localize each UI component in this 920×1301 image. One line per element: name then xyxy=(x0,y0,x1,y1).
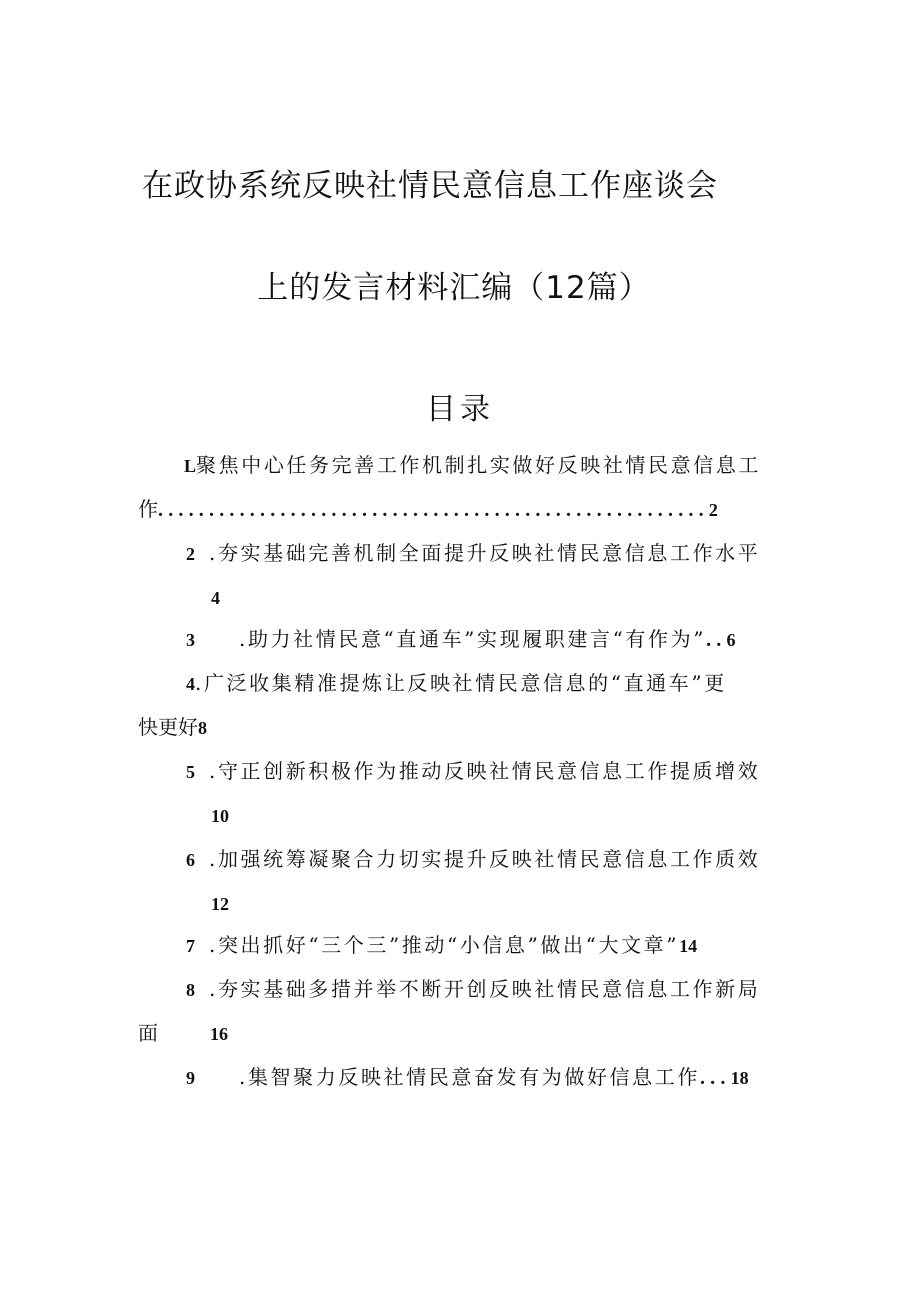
toc-entry-3-title: .助力社情民意“直通车”实现履职建言“有作为” xyxy=(239,627,707,651)
toc-entry-6-line1[interactable] xyxy=(186,844,760,875)
toc-entry-4-number: 4 xyxy=(186,674,195,694)
toc-entry-2-number: 2 xyxy=(186,544,195,564)
toc-entry-7-title: .突出抓好“三个三”推动“小信息”做出“大文章” xyxy=(209,933,680,957)
toc-entry-9-leader: ... xyxy=(699,1067,731,1089)
toc-entry-1-leader: ...................................................... xyxy=(158,499,709,521)
toc-entry-4-title: .广泛收集精准提炼让反映社情民意信息的“直通车”更 xyxy=(195,671,727,695)
toc-entry-5-page: 10 xyxy=(211,806,229,826)
toc-entry-3-page: 6 xyxy=(726,630,736,650)
toc-entry-1-line1[interactable] xyxy=(184,450,761,481)
toc-entry-3-number: 3 xyxy=(186,630,195,650)
toc-entry-2-line2[interactable] xyxy=(211,582,220,613)
toc-entry-2-title: .夯实基础完善机制全面提升反映社情民意信息工作水平 xyxy=(209,541,761,565)
toc-entry-4-page: 8 xyxy=(198,718,207,738)
toc-entry-3-leader: .. xyxy=(706,629,727,651)
toc-entry-8-line2[interactable] xyxy=(138,1018,228,1049)
toc-entry-2-page: 4 xyxy=(211,588,220,608)
toc-entry-9-page: 18 xyxy=(730,1068,749,1088)
toc-entry-5-line1[interactable] xyxy=(186,756,760,787)
toc-entry-6-number: 6 xyxy=(186,850,195,870)
toc-entry-9-number: 9 xyxy=(186,1068,195,1088)
toc-entry-1-title-cont: 作 xyxy=(138,497,158,521)
toc-entry-3[interactable] xyxy=(186,624,735,655)
toc-entry-7-number: 7 xyxy=(186,936,195,956)
toc-entry-1-line2[interactable] xyxy=(138,494,718,525)
toc-entry-6-line2[interactable] xyxy=(211,888,229,919)
toc-entry-9[interactable] xyxy=(186,1062,749,1093)
toc-entry-8-title-cont: 面 xyxy=(138,1021,158,1045)
toc-entry-8-title: .夯实基础多措并举不断开创反映社情民意信息工作新局 xyxy=(209,977,761,1001)
toc-entry-8-line1[interactable] xyxy=(186,974,760,1005)
toc-entry-1-number: L xyxy=(184,456,197,476)
toc-entry-2-line1[interactable] xyxy=(186,538,760,569)
toc-entry-6-page: 12 xyxy=(211,894,229,914)
toc-entry-4-line1[interactable] xyxy=(186,668,727,699)
toc-entry-8-number: 8 xyxy=(186,980,195,1000)
toc-entry-7-page: 14 xyxy=(679,936,698,956)
toc-entry-5-line2[interactable] xyxy=(211,800,229,831)
toc-entry-4-line2[interactable] xyxy=(138,712,207,743)
toc-entry-8-page: 16 xyxy=(210,1024,228,1044)
document-title-line2: 上的发言材料汇编（12篇） xyxy=(257,270,651,306)
toc-entry-7[interactable] xyxy=(186,930,697,961)
toc-entry-4-title-cont: 快更好 xyxy=(138,715,198,739)
toc-entry-5-number: 5 xyxy=(186,762,195,782)
toc-entry-1-title: 聚焦中心任务完善工作机制扎实做好反映社情民意信息工 xyxy=(196,453,762,477)
document-title-line1: 在政协系统反映社情民意信息工作座谈会 xyxy=(142,168,718,204)
toc-entry-1-page: 2 xyxy=(708,500,718,520)
toc-heading: 目录 xyxy=(426,392,494,427)
toc-entry-9-title: .集智聚力反映社情民意奋发有为做好信息工作 xyxy=(239,1065,700,1089)
toc-entry-5-title: .守正创新积极作为推动反映社情民意信息工作提质增效 xyxy=(209,759,761,783)
toc-entry-6-title: .加强统筹凝聚合力切实提升反映社情民意信息工作质效 xyxy=(209,847,761,871)
